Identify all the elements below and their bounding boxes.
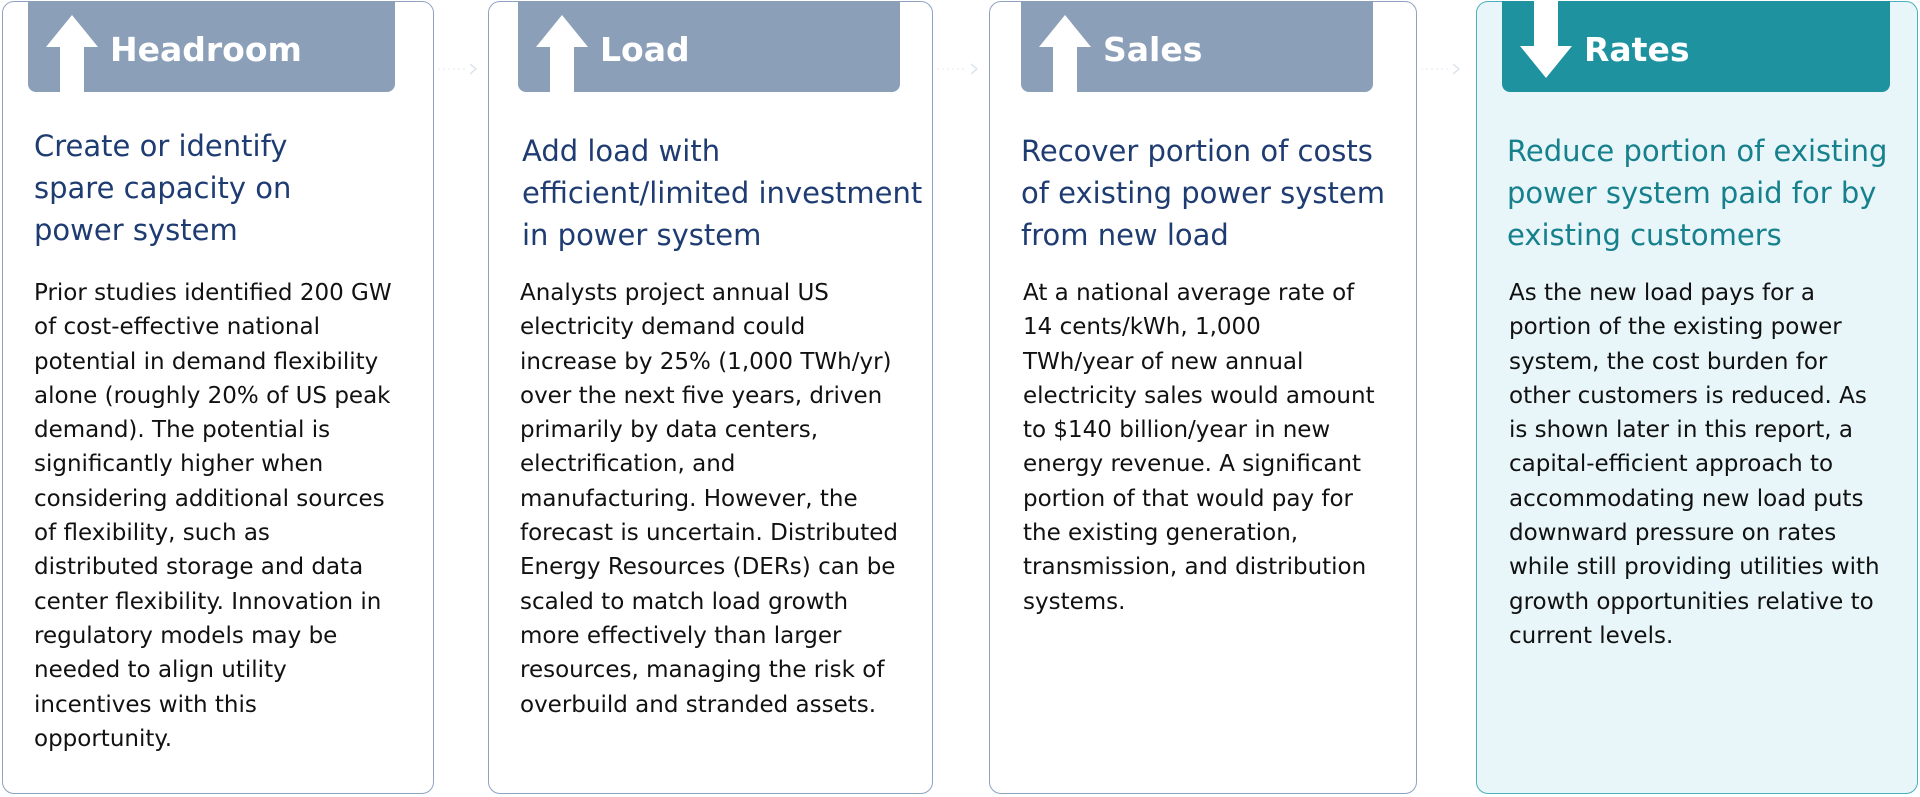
description-line: while still providing utilities with <box>1509 554 1880 581</box>
step-tab-rates <box>1502 1 1890 92</box>
description-line: electrification, and <box>520 451 736 478</box>
step-description <box>520 276 898 722</box>
description-line: systems. <box>1023 588 1126 615</box>
step-heading <box>1021 130 1385 256</box>
step-label: Sales <box>1103 30 1203 69</box>
description-line: increase by 25% (1,000 TWh/yr) <box>520 348 892 375</box>
description-line: As the new load pays for a <box>1509 280 1816 306</box>
heading-line: spare capacity on <box>34 171 292 205</box>
heading-line: Add load with <box>522 134 721 168</box>
step-tab-load <box>518 1 900 92</box>
connector-chevron-icon <box>935 55 987 83</box>
heading-line: in power system <box>522 218 762 252</box>
description-line: the existing generation, <box>1023 520 1299 547</box>
description-line: Prior studies identified 200 GW <box>34 280 392 306</box>
description-line: At a national average rate of <box>1023 280 1355 306</box>
up-arrow-icon <box>1033 1 1097 92</box>
heading-line: Recover portion of costs <box>1021 134 1373 168</box>
description-line: accommodating new load puts <box>1509 485 1864 512</box>
description-line: opportunity. <box>34 725 173 752</box>
description-line: potential in demand flexibility <box>34 348 379 375</box>
description-line: scaled to match load growth <box>520 588 849 615</box>
connector-chevron-icon <box>1419 55 1474 83</box>
description-line: alone (roughly 20% of US peak <box>34 382 391 409</box>
description-line: portion of the existing power <box>1509 314 1842 341</box>
step-label: Rates <box>1584 30 1690 69</box>
description-line: downward pressure on rates <box>1509 520 1837 547</box>
description-line: of flexibility, such as <box>34 520 270 547</box>
heading-line: Reduce portion of existing <box>1507 134 1888 168</box>
heading-line: power system paid for by <box>1507 176 1877 210</box>
step-card-load <box>488 1 933 794</box>
description-line: TWh/year of new annual <box>1023 348 1304 375</box>
heading-line: efficient/limited investment <box>522 176 923 210</box>
description-line: 14 cents/kWh, 1,000 <box>1023 314 1261 341</box>
description-line: transmission, and distribution <box>1023 554 1367 581</box>
step-card-headroom <box>2 1 434 794</box>
step-heading <box>1507 130 1887 256</box>
heading-line: from new load <box>1021 218 1229 252</box>
description-line: primarily by data centers, <box>520 417 819 444</box>
description-line: demand). The potential is <box>34 417 331 444</box>
heading-line: existing customers <box>1507 218 1782 252</box>
description-line: electricity sales would amount <box>1023 382 1375 409</box>
description-line: incentives with this <box>34 691 257 718</box>
description-line: current levels. <box>1509 622 1674 649</box>
description-line: overbuild and stranded assets. <box>520 691 877 718</box>
step-tab-sales <box>1021 1 1373 92</box>
up-arrow-icon <box>530 1 594 92</box>
step-label: Load <box>600 30 690 69</box>
description-line: Energy Resources (DERs) can be <box>520 554 896 581</box>
connector-chevron-icon <box>436 55 486 83</box>
step-card-sales <box>989 1 1417 794</box>
description-line: forecast is uncertain. Distributed <box>520 520 899 547</box>
description-line: distributed storage and data <box>34 554 364 581</box>
description-line: electricity demand could <box>520 314 806 341</box>
step-label: Headroom <box>110 30 302 69</box>
step-tab-headroom <box>28 1 395 92</box>
description-line: is shown later in this report, a <box>1509 417 1853 444</box>
description-line: portion of that would pay for <box>1023 485 1353 512</box>
description-line: significantly higher when <box>34 451 324 478</box>
heading-line: of existing power system <box>1021 176 1385 210</box>
description-line: considering additional sources <box>34 485 385 512</box>
description-line: resources, managing the risk of <box>520 657 885 684</box>
down-arrow-icon <box>1514 1 1578 92</box>
step-description <box>34 276 392 756</box>
heading-line: Create or identify <box>34 129 288 163</box>
step-description <box>1509 276 1880 653</box>
description-line: center flexibility. Innovation in <box>34 588 382 615</box>
description-line: of cost-effective national <box>34 314 320 341</box>
description-line: regulatory models may be <box>34 622 338 649</box>
description-line: Analysts project annual US <box>520 280 829 306</box>
description-line: needed to align utility <box>34 657 287 684</box>
description-line: capital-efficient approach to <box>1509 451 1834 478</box>
step-heading <box>34 125 291 251</box>
description-line: energy revenue. A significant <box>1023 451 1362 478</box>
description-line: over the next five years, driven <box>520 382 883 409</box>
up-arrow-icon <box>40 1 104 92</box>
step-card-rates <box>1476 1 1918 794</box>
step-heading <box>522 130 922 256</box>
description-line: growth opportunities relative to <box>1509 588 1874 615</box>
heading-line: power system <box>34 213 238 247</box>
description-line: system, the cost burden for <box>1509 348 1828 375</box>
description-line: other customers is reduced. As <box>1509 382 1867 409</box>
description-line: to $140 billion/year in new <box>1023 417 1331 444</box>
description-line: manufacturing. However, the <box>520 485 858 512</box>
step-description <box>1023 276 1375 619</box>
description-line: more effectively than larger <box>520 622 842 649</box>
